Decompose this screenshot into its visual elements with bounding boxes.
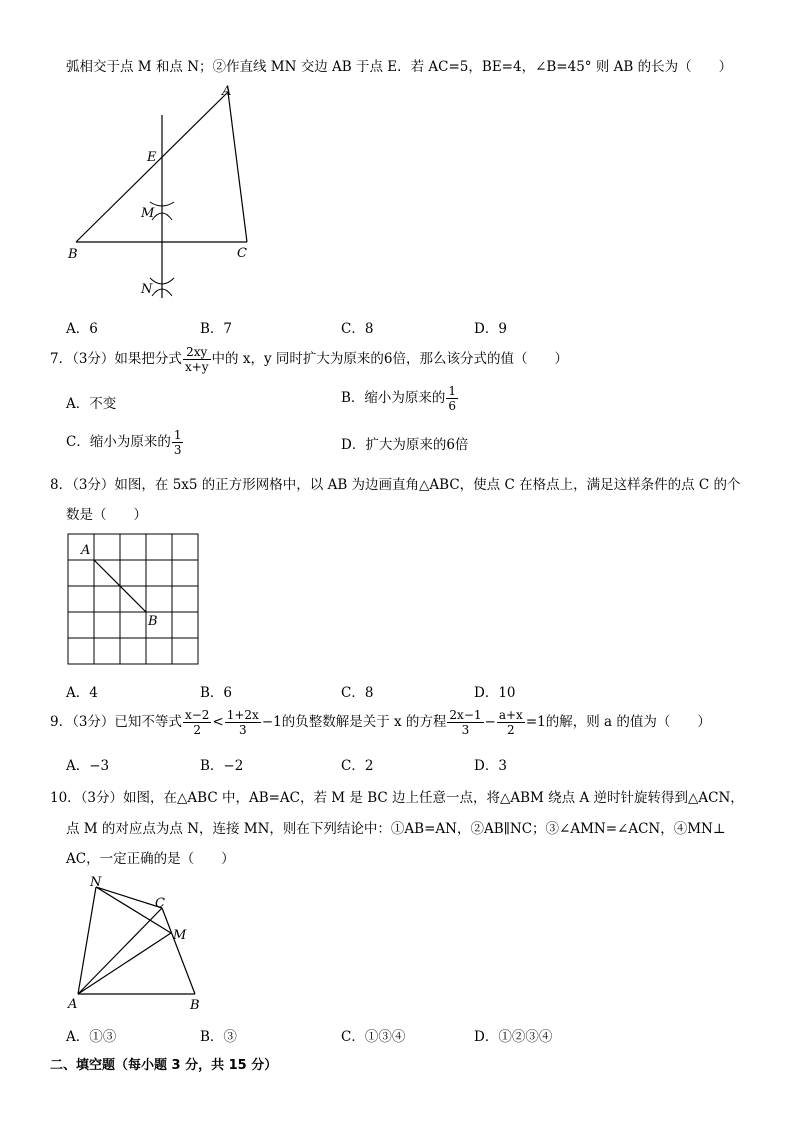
q10-stem-line3: AC，一定正确的是（ ）	[66, 851, 235, 867]
q6-label-n: N	[141, 282, 153, 297]
q8-option-d[interactable]: D．10	[474, 685, 516, 701]
q8-option-c[interactable]: C．8	[341, 685, 374, 701]
q10-seg-am	[78, 933, 171, 994]
q6-label-e: E	[147, 150, 157, 165]
q9-option-a[interactable]: A．−3	[66, 758, 110, 774]
q9-stem: 9．（3分）已知不等式 $\frac{x-2}{2}$ < $\frac{1+2x}{3}$ −1的负整数解是关于 x 的方程 $\frac{2x-1}{3}$ − $\frac{a+x}{2}$ =1的解，则 a 的值为（ ）	[50, 708, 711, 737]
q10-figure	[60, 870, 210, 1015]
q9-option-c[interactable]: C．2	[341, 758, 374, 774]
q10-option-c[interactable]: C．①③④	[341, 1029, 406, 1045]
q6-figure	[60, 80, 280, 305]
q6-option-b[interactable]: B．7	[200, 321, 233, 337]
q6-label-b: B	[68, 247, 78, 262]
q10-label-m: M	[173, 928, 187, 943]
q7-stem: 7．（3分）如果把分式 $\frac{2xy}{x+y}$ 中的 x，y 同时扩大为原来的6倍，那么该分式的值（ ）	[50, 345, 568, 374]
q8-label-b: B	[148, 614, 158, 629]
q10-label-c: C	[155, 896, 165, 911]
q9-option-d[interactable]: D．3	[474, 758, 507, 774]
q7-fraction: $\frac{2xy}{x+y}$	[184, 345, 209, 374]
q8-grid-figure	[66, 532, 202, 666]
q10-seg-nc	[96, 887, 162, 908]
q6-option-d[interactable]: D．9	[474, 321, 507, 337]
q8-option-b[interactable]: B．6	[200, 685, 233, 701]
q6-option-a[interactable]: A．6	[66, 321, 98, 337]
q8-stem-line2: 数是（ ）	[66, 507, 147, 523]
q6-seg-ac	[228, 92, 247, 242]
q6-option-c[interactable]: C．8	[341, 321, 374, 337]
q7-option-b[interactable]: B．缩小为原来的 $\frac{1}{6}$	[341, 384, 457, 413]
q10-label-n: N	[90, 875, 102, 890]
q7-option-d[interactable]: D．扩大为原来的6倍	[341, 437, 469, 453]
q10-stem-line1: 10．（3分）如图，在△ABC 中，AB=AC，若 M 是 BC 边上任意一点，将△ABM 绕点 A 逆时针旋转得到△ACN，	[50, 790, 744, 806]
section-title: 二、填空题（每小题 3 分，共 15 分）	[50, 1058, 278, 1073]
q10-option-d[interactable]: D．①②③④	[474, 1029, 553, 1045]
q10-stem-line2: 点 M 的对应点为点 N，连接 MN，则在下列结论中：①AB=AN，②AB∥NC；③∠AMN=∠ACN，④MN⊥	[66, 821, 726, 837]
q6-label-c: C	[237, 246, 247, 261]
q10-seg-cb	[162, 908, 195, 994]
q7-option-c[interactable]: C．缩小为原来的 $\frac{1}{3}$	[66, 428, 182, 457]
q9-option-b[interactable]: B．−2	[200, 758, 244, 774]
q7-option-a[interactable]: A．不变	[66, 396, 117, 412]
q10-label-a: A	[68, 997, 78, 1012]
q10-label-b: B	[190, 998, 200, 1013]
q6-label-a: A	[222, 84, 232, 99]
q8-label-a: A	[81, 543, 91, 558]
q10-option-a[interactable]: A．①③	[66, 1029, 117, 1045]
q8-stem-line1: 8．（3分）如图，在 5x5 的正方形网格中，以 AB 为边画直角△ABC，使点 C 在格点上，满足这样条件的点 C 的个	[50, 477, 741, 493]
q6-stem: 弧相交于点 M 和点 N；②作直线 MN 交边 AB 于点 E．若 AC=5，BE=4，∠B=45° 则 AB 的长为（ ）	[66, 59, 733, 75]
q6-label-m: M	[141, 206, 155, 221]
q8-option-a[interactable]: A．4	[66, 685, 98, 701]
q10-option-b[interactable]: B．③	[200, 1029, 237, 1045]
